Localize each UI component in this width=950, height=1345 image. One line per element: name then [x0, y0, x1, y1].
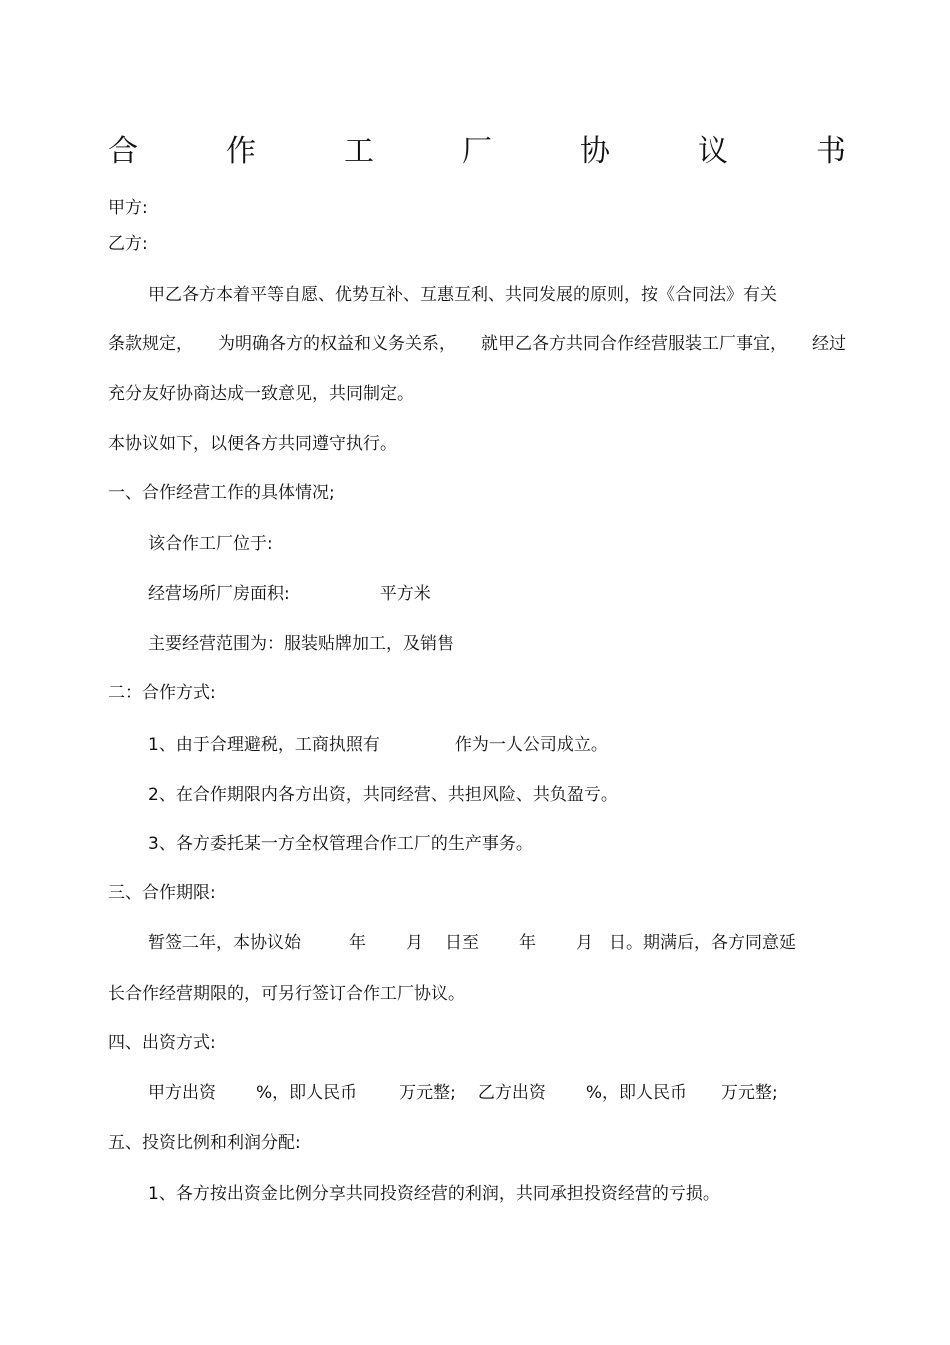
capital-part: %，即人民币	[256, 1083, 358, 1103]
intro-line-3: 充分友好协商达成一致意见，共同制定。	[108, 384, 414, 404]
intro-line-2-part: 就甲乙各方共同合作经营服装工厂事宜，	[481, 334, 787, 354]
cooperation-item-3: 3、各方委托某一方全权管理合作工厂的生产事务。	[148, 834, 533, 854]
factory-area-unit: 平方米	[379, 584, 431, 604]
intro-line-1: 甲乙各方本着平等自愿、优势互补、互惠互利、共同发展的原则，按《合同法》有关	[148, 285, 777, 305]
business-scope: 主要经营范围为：服装贴牌加工，及销售	[148, 634, 454, 654]
cooperation-item-2: 2、在合作期限内各方出资，共同经营、共担风险、共负盈亏。	[148, 785, 618, 805]
section-4-heading: 四、出资方式:	[108, 1033, 216, 1053]
term-part: 年	[519, 933, 536, 953]
intro-line-4: 本协议如下，以便各方共同遵守执行。	[108, 434, 397, 454]
intro-line-2-part: 经过	[812, 334, 846, 354]
term-part: 月	[576, 933, 593, 953]
title-char: 作	[226, 134, 256, 169]
section-2-heading: 二：合作方式:	[108, 683, 216, 703]
term-part: 月	[406, 933, 423, 953]
cooperation-item-1-b: 作为一人公司成立。	[454, 735, 608, 755]
party-b-label: 乙方:	[108, 234, 148, 254]
intro-line-2	[108, 332, 846, 356]
document-title	[108, 130, 846, 174]
title-char: 厂	[462, 134, 492, 169]
term-part: 暂签二年，本协议始	[148, 933, 301, 953]
factory-location-label: 该合作工厂位于:	[148, 534, 273, 554]
section-3-heading: 三、合作期限:	[108, 883, 216, 903]
factory-area-line	[148, 582, 431, 606]
factory-area-label: 经营场所厂房面积:	[148, 584, 290, 604]
capital-part: 万元整;	[721, 1083, 778, 1103]
party-a-label: 甲方:	[108, 198, 148, 218]
term-part: 年	[349, 933, 366, 953]
title-char: 书	[816, 134, 846, 169]
title-char: 议	[698, 134, 728, 169]
term-line-2: 长合作经营期限的，可另行签订合作工厂协议。	[108, 984, 465, 1004]
term-line-1	[148, 931, 796, 955]
cooperation-item-1	[148, 733, 608, 757]
title-char: 合	[108, 134, 138, 169]
section-5-heading: 五、投资比例和利润分配:	[108, 1133, 301, 1153]
capital-part: %，即人民币	[585, 1083, 688, 1103]
term-part: 日。期满后，各方同意延	[609, 933, 796, 953]
capital-part: 甲方出资	[148, 1083, 216, 1103]
capital-contribution-line	[148, 1081, 778, 1105]
intro-line-2-part: 条款规定，	[108, 334, 193, 354]
title-char: 工	[344, 134, 374, 169]
capital-part: 乙方出资	[477, 1083, 546, 1103]
intro-line-2-part: 为明确各方的权益和义务关系，	[218, 334, 456, 354]
term-part: 日至	[445, 933, 479, 953]
title-char: 协	[580, 134, 610, 169]
cooperation-item-1-a: 1、由于合理避税，工商执照有	[148, 735, 380, 755]
section-1-heading: 一、合作经营工作的具体情况;	[108, 483, 335, 503]
capital-part: 万元整;	[399, 1083, 456, 1103]
profit-item-1: 1、各方按出资金比例分享共同投资经营的利润，共同承担投资经营的亏损。	[148, 1184, 720, 1204]
